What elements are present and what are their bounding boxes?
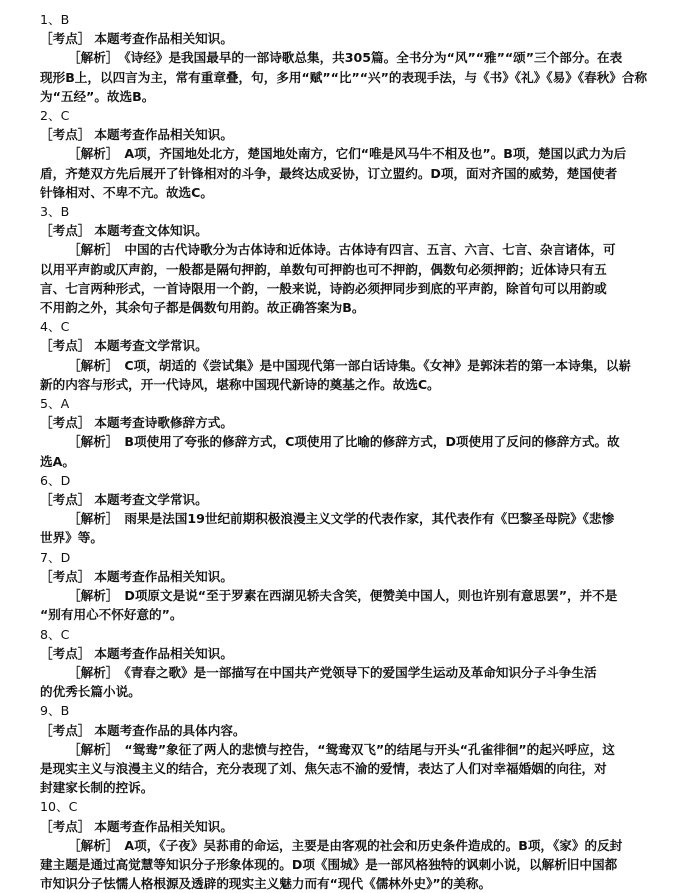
kaodian-line: [40, 567, 647, 586]
jiexi-line: [40, 240, 647, 259]
jiexi-line: [40, 759, 647, 778]
kaodian-text: 本题考查作品相关知识。: [94, 127, 233, 143]
jiexi-text: 为“五经”。故选B。: [40, 88, 155, 104]
kaodian-line: [40, 221, 647, 240]
jiexi-text: A项，齐国地处北方，楚国地处南方，它们“唯是风马牛不相及也”。B项，楚国以武力为后: [124, 146, 627, 162]
answer-number: 10、C: [40, 799, 78, 815]
kaodian-text: 本题考查文学常识。: [94, 338, 208, 354]
answer-item: [40, 797, 647, 893]
jiexi-line: [40, 586, 647, 605]
jiexi-tag: ［解析］: [68, 741, 119, 757]
jiexi-block: [40, 509, 647, 547]
answer-number: 4、C: [40, 319, 70, 335]
jiexi-line: [40, 452, 647, 471]
answer-item: [40, 471, 647, 548]
kaodian-text: 本题考查作品的具体内容。: [94, 722, 246, 738]
jiexi-text: B项使用了夸张的修辞方式，C项使用了比喻的修辞方式，D项使用了反问的修辞方式。故: [124, 434, 620, 450]
jiexi-text: D项原文是说“至于罗素在西湖见轿夫含笑，便赞美中国人，则也许别有意思罢”，并不是: [124, 588, 618, 604]
kaodian-tag: ［考点］: [40, 645, 91, 661]
jiexi-text: 建主题是通过高觉慧等知识分子形象体现的。D项《围城》是一部风格独特的讽刺小说，以解析旧中国都: [40, 856, 618, 872]
jiexi-line: [40, 432, 647, 451]
answer-number: 2、C: [40, 108, 70, 124]
jiexi-text: 新的内容与形式，开一代诗风，堪称中国现代新诗的奠基之作。故选C。: [40, 376, 440, 392]
jiexi-tag: ［解析］: [68, 511, 119, 527]
jiexi-text: “鸳鸯”象征了两人的悲愤与控告，“鸳鸯双飞”的结尾与开头“孔雀徘徊”的起兴呼应，这: [124, 741, 615, 757]
jiexi-block: [40, 836, 647, 893]
answer-number: 9、B: [40, 703, 70, 719]
jiexi-line: [40, 528, 647, 547]
jiexi-block: [40, 740, 647, 798]
kaodian-line: [40, 336, 647, 355]
answer-number: 8、C: [40, 626, 70, 642]
kaodian-tag: ［考点］: [40, 492, 91, 508]
jiexi-line: [40, 663, 647, 682]
jiexi-block: [40, 432, 647, 470]
jiexi-tag: ［解析］: [68, 434, 119, 450]
jiexi-line: [40, 260, 647, 279]
jiexi-text: C项，胡适的《尝试集》是中国现代第一部白话诗集。《女神》是郭沫若的第一本诗集，以崭: [124, 357, 632, 373]
answer-number: 7、D: [40, 549, 71, 565]
jiexi-text: 雨果是法国19世纪前期积极浪漫主义文学的代表作家，其代表作有《巴黎圣母院》《悲惨: [124, 511, 615, 527]
answer-item: [40, 202, 647, 317]
jiexi-text: 封建家长制的控诉。: [40, 780, 154, 796]
jiexi-tag: ［解析］: [68, 837, 119, 853]
kaodian-line: [40, 125, 647, 144]
kaodian-line: [40, 817, 647, 836]
kaodian-line: [40, 29, 647, 48]
answer-number: 5、A: [40, 396, 70, 412]
jiexi-text: 市知识分子怯懦人格根源及透辟的现实主义魅力而有“现代《儒林外史》”的美称。: [40, 876, 492, 892]
answer-item: [40, 106, 647, 202]
answer-number: 1、B: [40, 12, 70, 27]
jiexi-tag: ［解析］: [68, 588, 119, 604]
jiexi-text: 世界》等。: [40, 530, 103, 546]
answer-item: [40, 10, 647, 106]
jiexi-line: [40, 682, 647, 701]
answer-item: [40, 625, 647, 702]
jiexi-block: [40, 356, 647, 394]
jiexi-line: [40, 605, 647, 624]
answer-number: 6、D: [40, 472, 71, 488]
kaodian-tag: ［考点］: [40, 722, 91, 738]
kaodian-tag: ［考点］: [40, 818, 91, 834]
jiexi-text: 言、七言两种形式，一首诗限用一个韵，一般来说，诗韵必须押同步到底的平声韵，除首句可以用韵或: [40, 280, 607, 296]
answer-item: [40, 701, 647, 797]
jiexi-text: 盾，齐楚双方先后展开了针锋相对的斗争，最终达成妥协，订立盟约。D项，面对齐国的威势，楚国使者: [40, 165, 618, 181]
kaodian-tag: ［考点］: [40, 31, 91, 47]
kaodian-line: [40, 721, 647, 740]
jiexi-line: [40, 836, 647, 855]
jiexi-block: [40, 663, 647, 701]
jiexi-line: [40, 874, 647, 893]
jiexi-line: [40, 164, 647, 183]
jiexi-text: 中国的古代诗歌分为古体诗和近体诗。古体诗有四言、五言、六言、七言、杂言诸体，可: [124, 242, 616, 258]
jiexi-line: [40, 509, 647, 528]
jiexi-line: [40, 87, 647, 106]
jiexi-line: [40, 68, 647, 87]
answer-item: [40, 548, 647, 625]
jiexi-text: 选A。: [40, 453, 75, 469]
jiexi-tag: ［解析］: [68, 242, 119, 258]
kaodian-tag: ［考点］: [40, 338, 91, 354]
jiexi-tag: ［解析］: [68, 664, 119, 680]
answer-item: [40, 394, 647, 471]
jiexi-line: [40, 279, 647, 298]
jiexi-line: [40, 144, 647, 163]
jiexi-tag: ［解析］: [68, 357, 119, 373]
answer-item: [40, 317, 647, 394]
jiexi-line: [40, 778, 647, 797]
jiexi-line: [40, 740, 647, 759]
kaodian-text: 本题考查作品相关知识。: [94, 645, 233, 661]
jiexi-line: [40, 183, 647, 202]
jiexi-line: [40, 48, 647, 67]
kaodian-text: 本题考查文体知识。: [94, 223, 208, 239]
kaodian-tag: ［考点］: [40, 568, 91, 584]
jiexi-text: 是现实主义与浪漫主义的结合，充分表现了刘、焦矢志不渝的爱情，表达了人们对幸福婚姻的向往，对: [40, 760, 607, 776]
kaodian-tag: ［考点］: [40, 127, 91, 143]
kaodian-tag: ［考点］: [40, 223, 91, 239]
kaodian-tag: ［考点］: [40, 415, 91, 431]
kaodian-text: 本题考查作品相关知识。: [94, 818, 233, 834]
jiexi-tag: ［解析］: [68, 50, 119, 66]
jiexi-text: 《青春之歌》是一部描写在中国共产党领导下的爱国学生运动及革命知识分子斗争生活: [124, 664, 597, 680]
kaodian-line: [40, 413, 647, 432]
jiexi-text: 针锋相对、不卑不亢。故选C。: [40, 184, 213, 200]
kaodian-text: 本题考查诗歌修辞方式。: [94, 415, 233, 431]
jiexi-block: [40, 586, 647, 624]
answer-number: 3、B: [40, 204, 70, 220]
jiexi-line: [40, 298, 647, 317]
jiexi-text: “别有用心不怀好意的”。: [40, 607, 183, 623]
jiexi-text: 以用平声韵或仄声韵，一般都是隔句押韵，单数句可押韵也可不押韵，偶数句必须押韵；近体诗只有五: [40, 261, 607, 277]
jiexi-line: [40, 356, 647, 375]
kaodian-text: 本题考查文学常识。: [94, 492, 208, 508]
jiexi-text: A项，《子夜》吴荪甫的命运，主要是由客观的社会和历史条件造成的。B项，《家》的反封: [124, 837, 623, 853]
kaodian-text: 本题考查作品相关知识。: [94, 568, 233, 584]
jiexi-block: [40, 48, 647, 106]
jiexi-text: 的优秀长篇小说。: [40, 684, 141, 700]
jiexi-block: [40, 144, 647, 202]
jiexi-tag: ［解析］: [68, 146, 119, 162]
kaodian-line: [40, 644, 647, 663]
jiexi-line: [40, 375, 647, 394]
jiexi-text: 《诗经》是我国最早的一部诗歌总集，共305篇。全书分为“风”“雅”“颂”三个部分。在表: [124, 50, 623, 66]
jiexi-text: 不用韵之外，其余句子都是偶数句用韵。故正确答案为B。: [40, 300, 365, 316]
jiexi-block: [40, 240, 647, 317]
kaodian-line: [40, 490, 647, 509]
jiexi-text: 现形B上，以四言为主，常有重章叠，句，多用“赋”“比”“兴”的表现手法，与《书》《礼》《易》《春秋》合称: [40, 69, 648, 85]
kaodian-text: 本题考查作品相关知识。: [94, 31, 233, 47]
jiexi-line: [40, 855, 647, 874]
